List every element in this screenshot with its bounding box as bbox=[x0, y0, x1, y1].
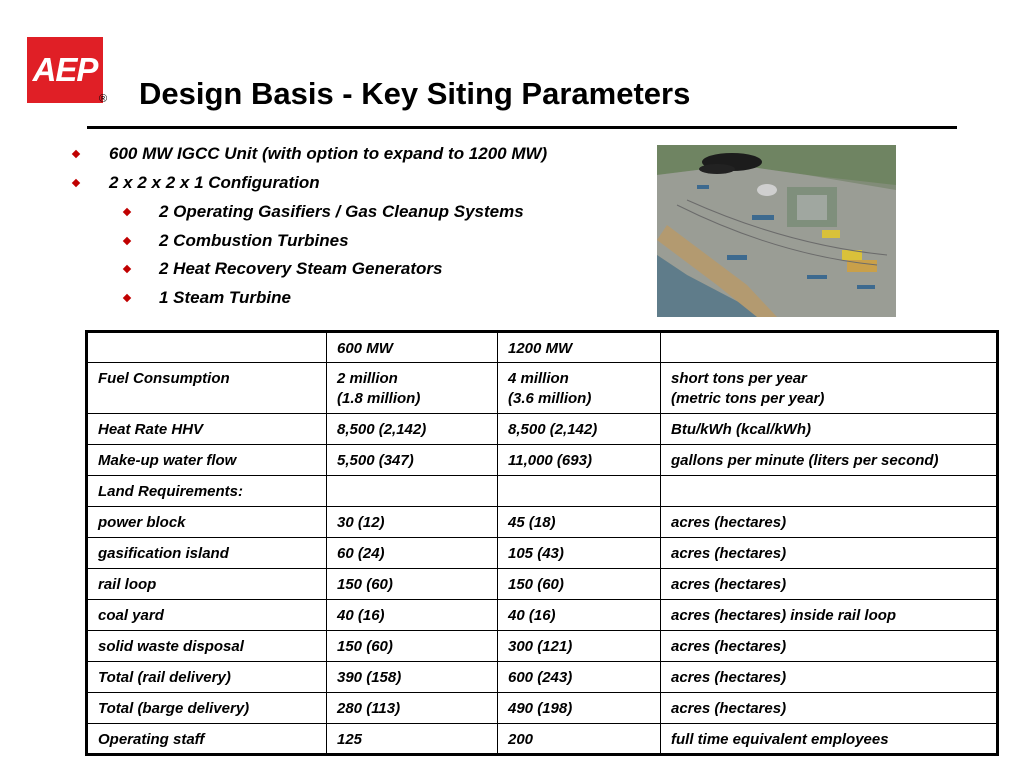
table-row bbox=[87, 569, 998, 600]
value-line: 2 million bbox=[337, 370, 398, 387]
bullet-text: 1 Steam Turbine bbox=[159, 288, 291, 307]
bullet-text: 2 x 2 x 2 x 1 Configuration bbox=[109, 173, 320, 192]
unit-cell: full time equivalent employees bbox=[661, 724, 998, 755]
table-header-row bbox=[87, 332, 998, 363]
row-label: coal yard bbox=[87, 600, 327, 631]
value-1200mw: 200 bbox=[498, 724, 661, 755]
value-1200mw: 150 (60) bbox=[498, 569, 661, 600]
header-cell bbox=[87, 332, 327, 363]
diamond-bullet-icon bbox=[123, 237, 131, 245]
value-1200mw: 45 (18) bbox=[498, 507, 661, 538]
value-600mw bbox=[327, 363, 498, 414]
row-label: rail loop bbox=[87, 569, 327, 600]
value-line: (1.8 million) bbox=[337, 390, 421, 407]
unit-cell: acres (hectares) inside rail loop bbox=[661, 600, 998, 631]
value-1200mw: 40 (16) bbox=[498, 600, 661, 631]
row-label: Heat Rate HHV bbox=[87, 414, 327, 445]
unit-cell: acres (hectares) bbox=[661, 631, 998, 662]
value-1200mw bbox=[498, 363, 661, 414]
row-label: gasification island bbox=[87, 538, 327, 569]
unit-cell: gallons per minute (liters per second) bbox=[661, 445, 998, 476]
value-line: (3.6 million) bbox=[508, 390, 592, 407]
unit-cell: acres (hectares) bbox=[661, 507, 998, 538]
unit-line: (metric tons per year) bbox=[671, 390, 825, 407]
header-cell-1200mw: 1200 MW bbox=[498, 332, 661, 363]
value-1200mw: 490 (198) bbox=[498, 693, 661, 724]
diamond-bullet-icon bbox=[72, 179, 80, 187]
table-row bbox=[87, 724, 998, 755]
unit-cell: acres (hectares) bbox=[661, 538, 998, 569]
sub-bullet-item bbox=[159, 230, 349, 252]
logo-text: AEP bbox=[32, 51, 98, 88]
header-cell bbox=[661, 332, 998, 363]
value-1200mw: 105 (43) bbox=[498, 538, 661, 569]
row-label: Land Requirements: bbox=[87, 476, 327, 507]
value-600mw: 40 (16) bbox=[327, 600, 498, 631]
row-label: Total (barge delivery) bbox=[87, 693, 327, 724]
value-600mw: 150 (60) bbox=[327, 569, 498, 600]
diamond-bullet-icon bbox=[123, 265, 131, 273]
value-600mw: 150 (60) bbox=[327, 631, 498, 662]
value-600mw: 280 (113) bbox=[327, 693, 498, 724]
row-label: Make-up water flow bbox=[87, 445, 327, 476]
sub-bullet-item bbox=[159, 287, 291, 309]
table-row bbox=[87, 507, 998, 538]
value-600mw: 390 (158) bbox=[327, 662, 498, 693]
value-600mw: 5,500 (347) bbox=[327, 445, 498, 476]
unit-line: short tons per year bbox=[671, 370, 807, 387]
row-label: Total (rail delivery) bbox=[87, 662, 327, 693]
table-row bbox=[87, 476, 998, 507]
bullet-text: 2 Heat Recovery Steam Generators bbox=[159, 259, 443, 278]
value-1200mw: 600 (243) bbox=[498, 662, 661, 693]
table-row bbox=[87, 693, 998, 724]
value-1200mw: 11,000 (693) bbox=[498, 445, 661, 476]
row-label: power block bbox=[87, 507, 327, 538]
table-row bbox=[87, 662, 998, 693]
diamond-bullet-icon bbox=[72, 150, 80, 158]
diamond-bullet-icon bbox=[123, 208, 131, 216]
header-cell-600mw: 600 MW bbox=[327, 332, 498, 363]
unit-cell bbox=[661, 476, 998, 507]
value-600mw: 125 bbox=[327, 724, 498, 755]
table-row bbox=[87, 414, 998, 445]
title-divider bbox=[87, 126, 957, 129]
sub-bullet-item bbox=[159, 201, 524, 223]
unit-cell: acres (hectares) bbox=[661, 569, 998, 600]
registered-mark: ® bbox=[99, 93, 108, 105]
value-1200mw bbox=[498, 476, 661, 507]
unit-cell: Btu/kWh (kcal/kWh) bbox=[661, 414, 998, 445]
sub-bullet-item bbox=[159, 258, 442, 280]
table-row bbox=[87, 363, 998, 414]
bullet-text: 2 Combustion Turbines bbox=[159, 231, 349, 250]
row-label: Operating staff bbox=[87, 724, 327, 755]
value-line: 4 million bbox=[508, 370, 569, 387]
unit-cell: acres (hectares) bbox=[661, 662, 998, 693]
value-600mw bbox=[327, 476, 498, 507]
bullet-text: 2 Operating Gasifiers / Gas Cleanup Systems bbox=[159, 202, 524, 221]
bullet-item bbox=[109, 172, 320, 194]
aep-logo bbox=[27, 37, 103, 103]
unit-cell: acres (hectares) bbox=[661, 693, 998, 724]
page-title: Design Basis - Key Siting Parameters bbox=[139, 76, 691, 111]
value-1200mw: 8,500 (2,142) bbox=[498, 414, 661, 445]
row-label: solid waste disposal bbox=[87, 631, 327, 662]
value-600mw: 30 (12) bbox=[327, 507, 498, 538]
bullet-text: 600 MW IGCC Unit (with option to expand to 1200 MW) bbox=[109, 144, 548, 163]
table-row bbox=[87, 631, 998, 662]
table-row bbox=[87, 445, 998, 476]
siting-parameters-table bbox=[85, 330, 999, 756]
value-600mw: 8,500 (2,142) bbox=[327, 414, 498, 445]
table-row bbox=[87, 600, 998, 631]
site-rendering-image bbox=[657, 145, 896, 317]
row-label: Fuel Consumption bbox=[87, 363, 327, 414]
value-600mw: 60 (24) bbox=[327, 538, 498, 569]
unit-cell bbox=[661, 363, 998, 414]
table-row bbox=[87, 538, 998, 569]
value-1200mw: 300 (121) bbox=[498, 631, 661, 662]
diamond-bullet-icon bbox=[123, 294, 131, 302]
bullet-item bbox=[109, 143, 547, 165]
